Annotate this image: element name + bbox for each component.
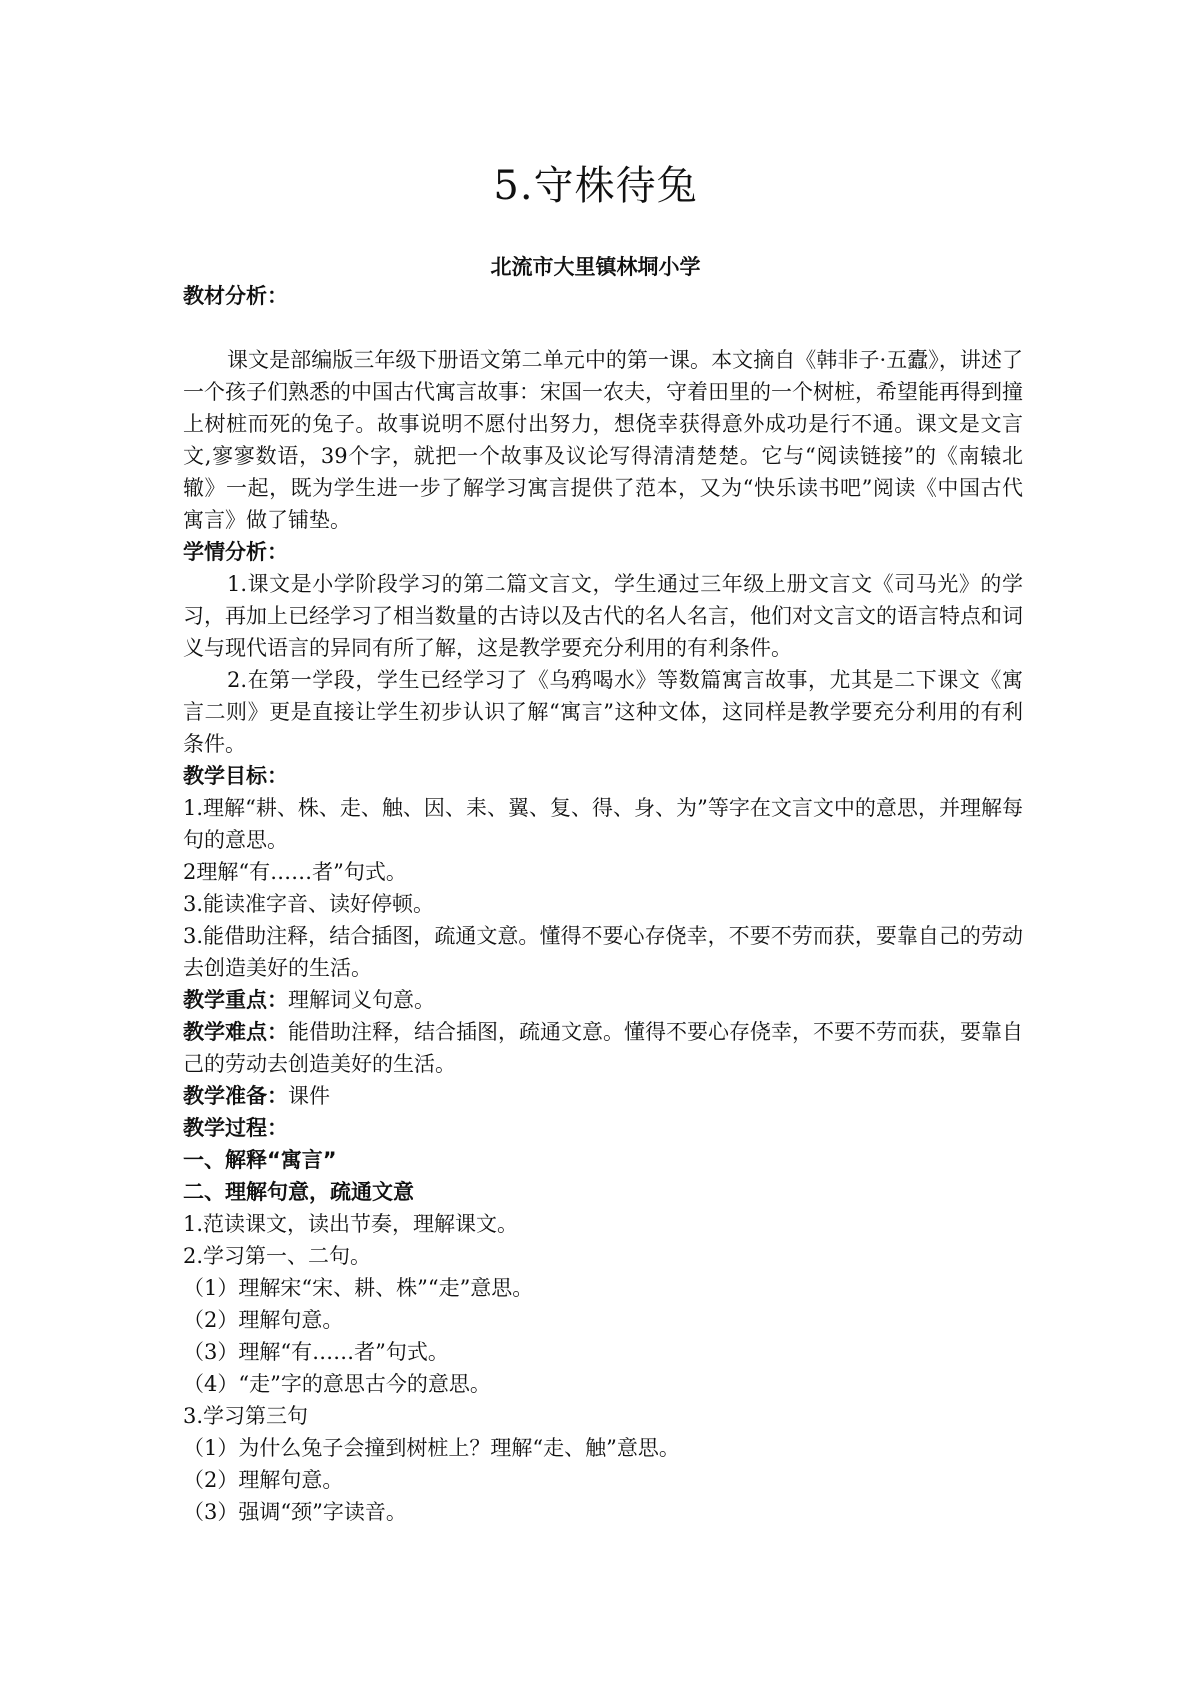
process-step: （3）理解“有……者”句式。 — [183, 1340, 449, 1364]
teaching-prep — [183, 1080, 1023, 1112]
process-step: （2）理解句意。 — [183, 1308, 344, 1332]
process-step: （4）“走”字的意思古今的意思。 — [183, 1372, 491, 1396]
teaching-prep-text: 课件 — [288, 1084, 330, 1108]
process-step: （2）理解句意。 — [183, 1468, 344, 1492]
document-body — [183, 280, 1023, 1528]
process-step: （3）强调“颈”字读音。 — [183, 1500, 407, 1524]
section-heading-process: 教学过程： — [183, 1116, 288, 1140]
blank-line — [183, 312, 1023, 344]
process-step: （1）为什么兔子会撞到树桩上？理解“走、触”意思。 — [183, 1436, 680, 1460]
section-heading-material: 教材分析： — [183, 284, 288, 308]
teaching-focus — [183, 984, 1023, 1016]
teaching-difficulty-label: 教学难点： — [183, 1020, 288, 1044]
goal-item: 3.能借助注释，结合插图，疏通文意。懂得不要心存侥幸，不要不劳而获，要靠自己的劳动去创造美好的生活。 — [183, 924, 1023, 980]
section-heading-goals: 教学目标： — [183, 764, 288, 788]
section-heading-students: 学情分析： — [183, 540, 288, 564]
goal-item: 1.理解“耕、株、走、触、因、耒、翼、复、得、身、为”等字在文言文中的意思，并理解每句的意思。 — [183, 796, 1023, 852]
school-name: 北流市大里镇林垌小学 — [490, 255, 701, 279]
students-paragraph-1: 1.课文是小学阶段学习的第二篇文言文，学生通过三年级上册文言文《司马光》的学习，再加上已经学习了相当数量的古诗以及古代的名人名言，他们对文言文的语言特点和词义与现代语言的异同有所了解，这是教学要充分利用的有利条件。 — [183, 572, 1023, 660]
material-paragraph: 课文是部编版三年级下册语文第二单元中的第一课。本文摘自《韩非子·五蠹》，讲述了一个孩子们熟悉的中国古代寓言故事：宋国一农夫，守着田里的一个树桩，希望能再得到撞上树桩而死的兔子。故事说明不愿付出努力，想侥幸获得意外成功是行不通。课文是文言文,寥寥数语，39个字，就把一个故事及议论写得清清楚楚。它与“阅读链接”的《南辕北辙》一起，既为学生进一步了解学习寓言提供了范本，又为“快乐读书吧”阅读《中国古代寓言》做了铺垫。 — [183, 348, 1023, 532]
teaching-difficulty-text: 能借助注释，结合插图，疏通文意。懂得不要心存侥幸，不要不劳而获，要靠自己的劳动去创造美好的生活。 — [183, 1020, 1023, 1076]
teaching-difficulty — [183, 1016, 1023, 1080]
process-section-2: 二、理解句意，疏通文意 — [183, 1180, 414, 1204]
process-step: 1.范读课文，读出节奏，理解课文。 — [183, 1212, 519, 1236]
students-paragraph-2: 2.在第一学段，学生已经学习了《乌鸦喝水》等数篇寓言故事，尤其是二下课文《寓言二则》更是直接让学生初步认识了解“寓言”这种文体，这同样是教学要充分利用的有利条件。 — [183, 668, 1023, 756]
process-step: 2.学习第一、二句。 — [183, 1244, 372, 1268]
process-section-1: 一、解释“寓言” — [183, 1148, 337, 1172]
document-title: 5.守株待兔 — [493, 163, 698, 209]
teaching-prep-label: 教学准备： — [183, 1084, 288, 1108]
process-step: 3.学习第三句 — [183, 1404, 309, 1428]
goal-item: 3.能读准字音、读好停顿。 — [183, 892, 435, 916]
goal-item: 2理解“有……者”句式。 — [183, 860, 407, 884]
teaching-focus-text: 理解词义句意。 — [288, 988, 435, 1012]
process-step: （1）理解宋“宋、耕、株”“走”意思。 — [183, 1276, 534, 1300]
teaching-focus-label: 教学重点： — [183, 988, 288, 1012]
